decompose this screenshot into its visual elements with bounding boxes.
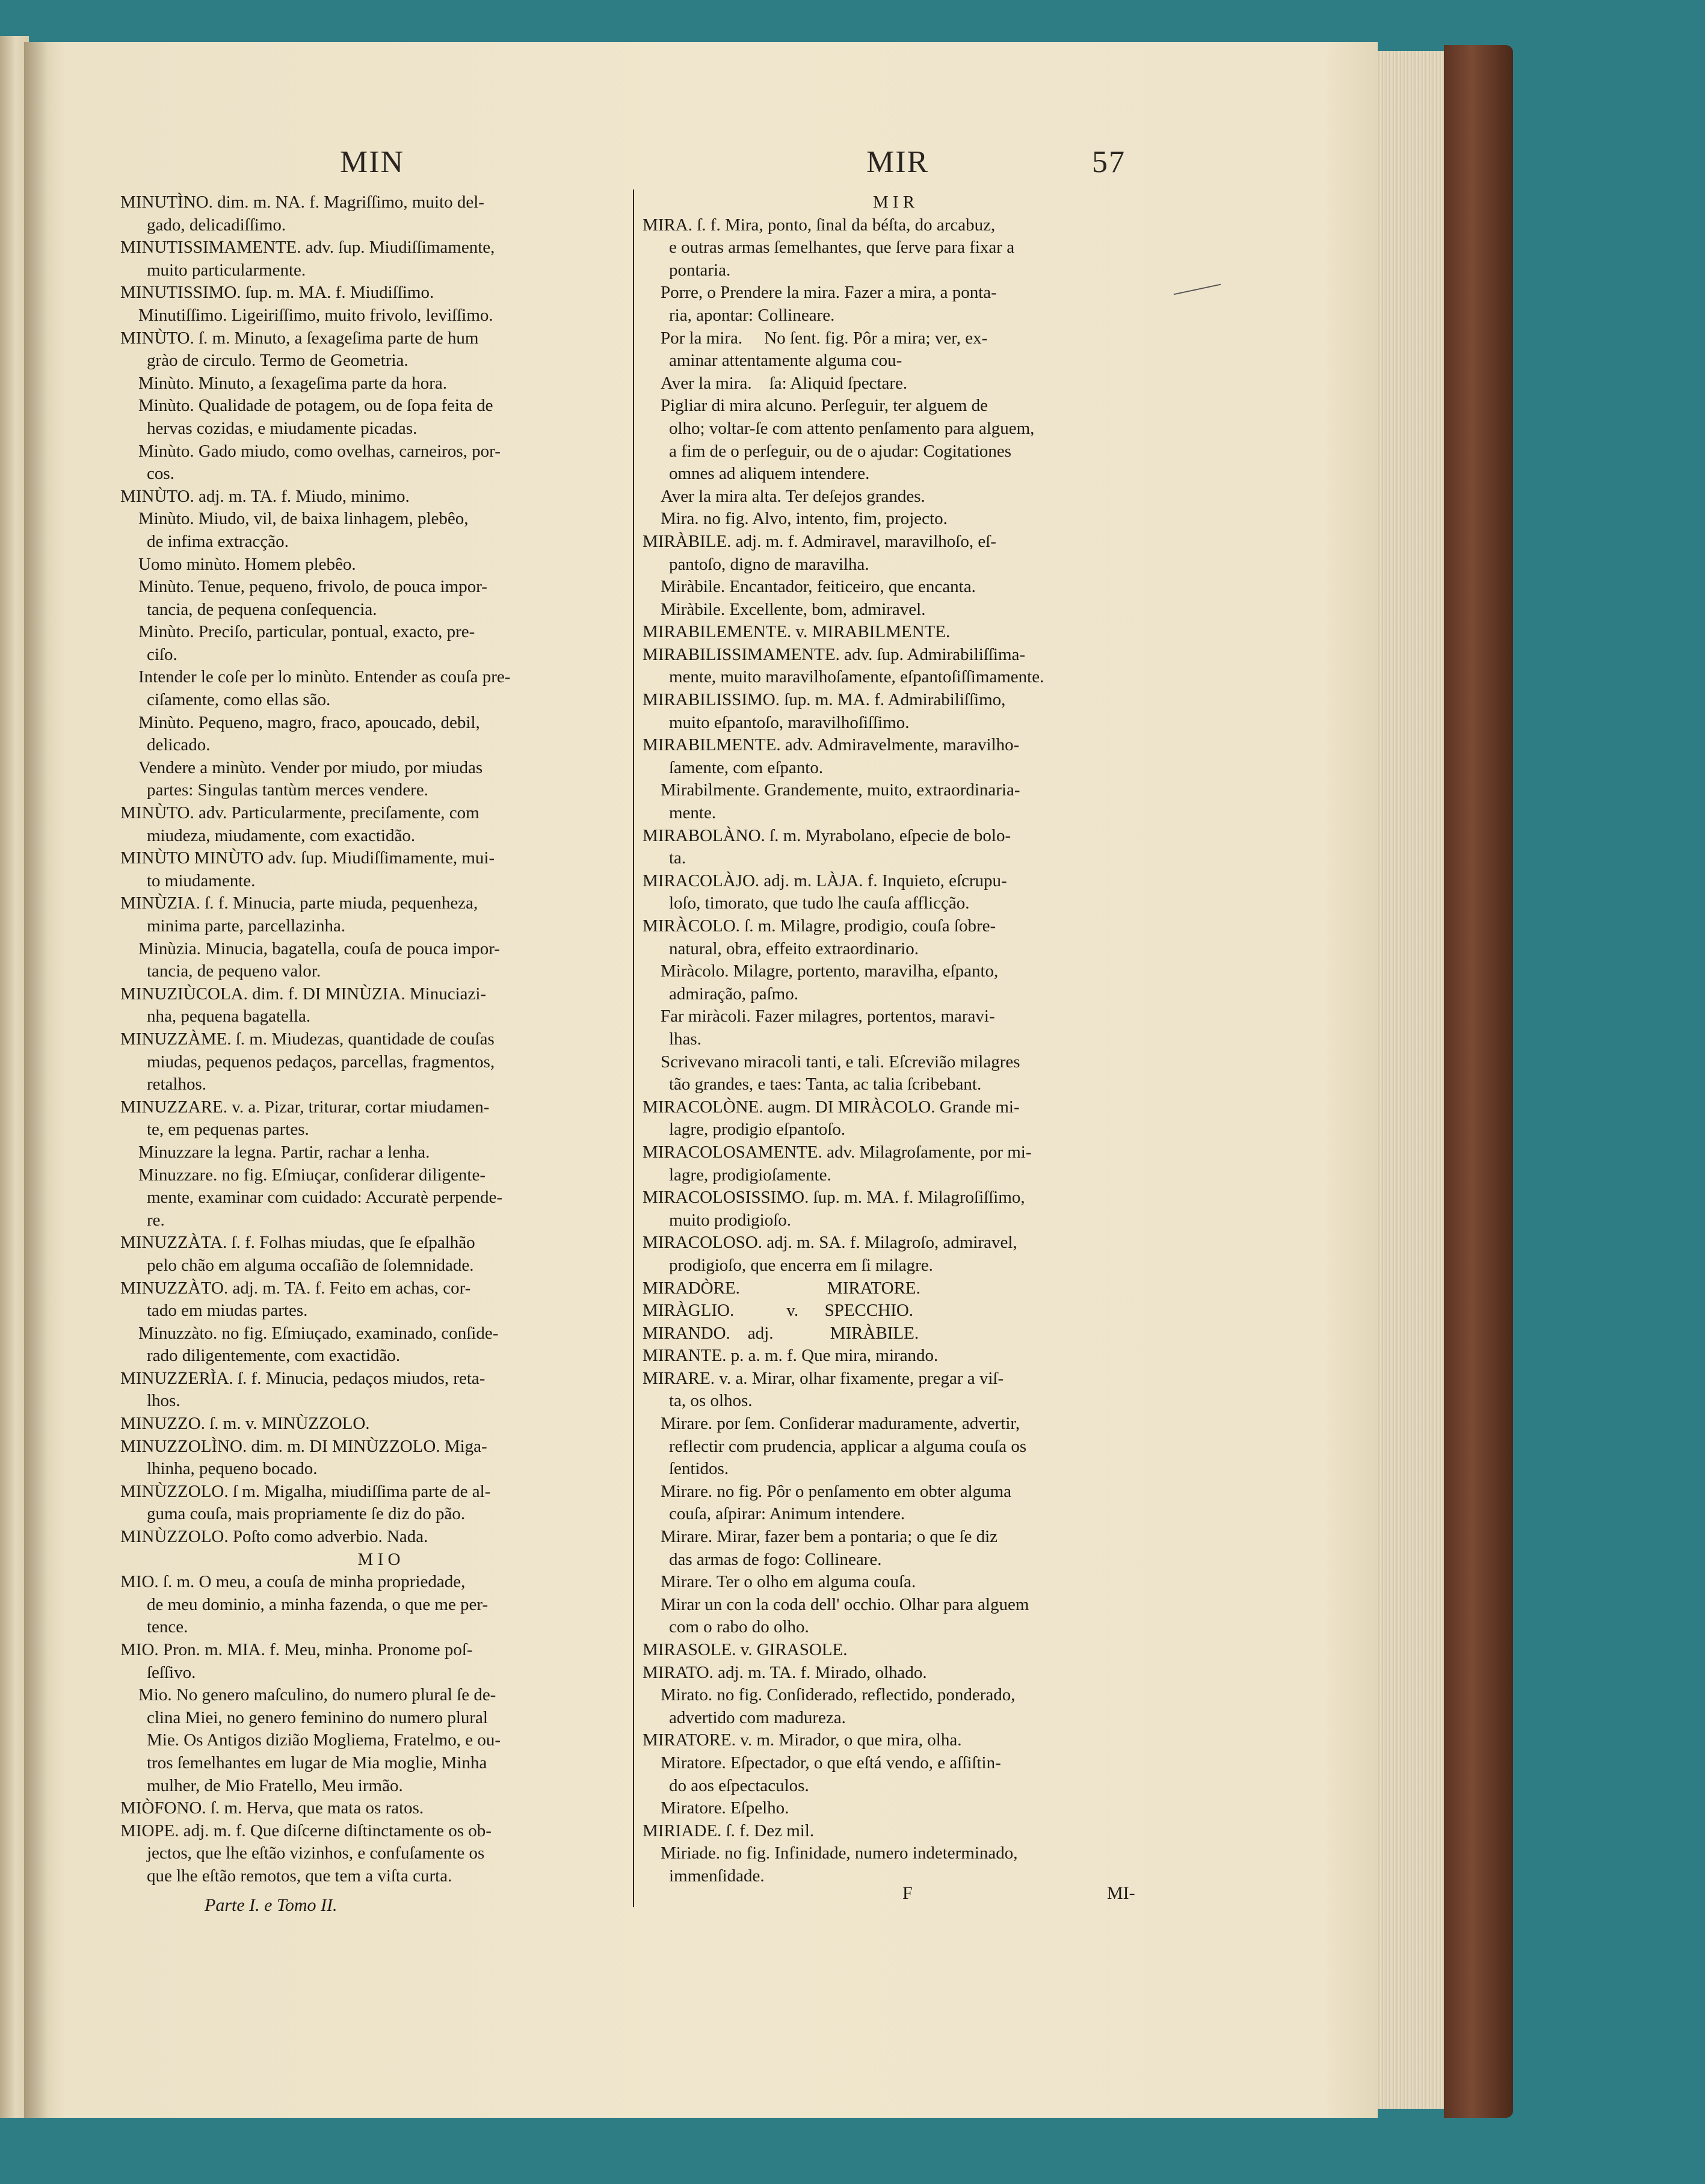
text-line: tros ſemelhantes em lugar de Mia moglie, Minha [147,1753,487,1772]
text-line: tence. [147,1617,188,1637]
text-line: MIRARE. v. a. Mirar, olhar fixamente, pregar a viſ- [643,1368,1004,1388]
text-line: MIRABOLÀNO. ſ. m. Myrabolano, eſpecie de bolo- [643,825,1011,845]
text-line: Pigliar di mira alcuno. Perſeguir, ter alguem de [661,396,988,416]
text-line: Mirare. por ſem. Conſiderar maduramente, advertir, [661,1414,1020,1434]
text-line: miudeza, miudamente, com exactidão. [147,825,416,845]
text-line: e outras armas ſemelhantes, que ſerve para fixar a [669,238,1015,258]
text-line: muito particularmente. [147,260,306,280]
text-line: MIRABILISSIMAMENTE. adv. ſup. Admirabiliſſima- [643,644,1026,664]
text-line: MIRANTE. p. a. m. f. Que mira, mirando. [643,1346,939,1366]
text-line: MINÙZIA. ſ. f. Minucia, parte miuda, pequenheza, [120,893,478,913]
text-line: tancia, de pequeno valor. [147,961,321,981]
text-line: ciſo. [147,644,177,664]
text-line: Aver la mira. ſa: Aliquid ſpectare. [661,373,908,393]
text-line: pontaria. [669,260,731,280]
text-line: mente, muito maravilhoſamente, eſpantoſiſſimamente. [669,667,1044,687]
text-line: MINÙTO MINÙTO adv. ſup. Miudiſſimamente, mui- [120,848,495,868]
text-line: cos. [147,464,174,484]
text-line: MINUTISSIMO. ſup. m. MA. f. Miudiſſimo. [120,283,434,303]
text-line: MIRÀBILE. adj. m. f. Admiravel, maravilhoſo, eſ- [643,531,996,551]
text-line: de meu dominio, a minha fazenda, o que me per- [147,1594,489,1614]
text-line: Intender le coſe per lo minùto. Entender as couſa pre- [138,667,511,687]
text-line: lhinha, pequeno bocado. [147,1459,318,1479]
text-line: MINUZZÀTO. adj. m. TA. f. Feito em achas, cor- [120,1278,471,1298]
text-line: MINÙTO. adv. Particularmente, preciſamente, com [120,803,479,823]
text-line: MIRÀCOLO. ſ. m. Milagre, prodigio, couſa ſobre- [643,916,996,936]
text-line: MIRABILMENTE. adv. Admiravelmente, maravilho- [643,735,1020,755]
text-line: Uomo minùto. Homem plebêo. [138,554,356,574]
book-cover [1444,45,1513,2118]
text-line: M I O [357,1549,401,1569]
text-line: Mirabilmente. Grandemente, muito, extraordinaria- [661,780,1020,800]
text-line: Mirare. Ter o olho em alguma couſa. [661,1572,916,1592]
text-line: ta, os olhos. [669,1391,753,1411]
text-line: Miràcolo. Milagre, portento, maravilha, eſpanto, [661,961,999,981]
text-line: miudas, pequenos pedaços, parcellas, fragmentos, [147,1052,495,1072]
text-line: tão grandes, e taes: Tanta, ac talia ſcribebant. [669,1075,982,1094]
text-line: Por la mira. No ſent. fig. Pôr a mira; ver, ex- [661,328,988,348]
text-line: MINUTÌNO. dim. m. NA. f. Magriſſimo, muito del- [120,193,484,212]
text-line: partes: Singulas tantùm merces vendere. [147,780,428,800]
text-line: pelo chão em alguma occaſião de ſolemnidade. [147,1255,474,1275]
footer-volume: Parte I. e Tomo II. [205,1895,338,1915]
text-line: MINUZZERÌA. ſ. f. Minucia, pedaços miudos, reta- [120,1368,486,1388]
text-line: MIOPE. adj. m. f. Que diſcerne diſtinctamente os ob- [120,1821,492,1840]
text-line: ciſamente, como ellas são. [147,690,331,710]
text-line: lhas. [669,1029,701,1049]
text-line: Mio. No genero maſculino, do numero plural ſe de- [138,1685,496,1705]
text-line: jectos, que lhe eſtão vizinhos, e confuſamente os [147,1843,485,1863]
text-line: ſamente, com eſpanto. [669,757,824,777]
text-line: ta. [669,848,686,868]
text-line: Scrivevano miracoli tanti, e tali. Eſcrevião milagres [661,1052,1020,1072]
text-line: ria, apontar: Collineare. [669,305,835,325]
text-line: Minùto. Tenue, pequeno, frivolo, de pouca impor- [138,577,487,597]
text-line: MIO. Pron. m. MIA. f. Meu, minha. Pronome poſ- [120,1640,473,1659]
text-line: do aos eſpectaculos. [669,1775,809,1795]
text-line: grào de circulo. Termo de Geometria. [147,351,409,371]
text-line: rado diligentemente, com exactidão. [147,1346,401,1366]
text-line: gado, delicadiſſimo. [147,215,286,235]
text-line: MINUZZARE. v. a. Pizar, triturar, cortar miudamen- [120,1097,490,1117]
text-line: MIRATO. adj. m. TA. f. Mirado, olhado. [643,1662,927,1682]
text-line: Mirato. no fig. Conſiderado, reflectido, ponderado, [661,1685,1016,1705]
text-line: MINÙTO. adj. m. TA. f. Miudo, minimo. [120,486,410,506]
text-line: MIRACOLOSO. adj. m. SA. f. Milagroſo, admiravel, [643,1233,1017,1253]
text-line: MINÙZZOLO. Poſto como adverbio. Nada. [120,1527,428,1547]
text-line: Miriade. no fig. Infinidade, numero indeterminado, [661,1843,1018,1863]
text-line: Miràbile. Encantador, feiticeiro, que encanta. [661,577,976,597]
text-line: MINUZZOLÌNO. dim. m. DI MINÙZZOLO. Miga- [120,1436,487,1456]
text-line: tancia, de pequena conſequencia. [147,599,377,619]
text-line: muito eſpantoſo, maravilhoſiſſimo. [669,712,910,732]
text-line: das armas de fogo: Collineare. [669,1549,882,1569]
text-line: te, em pequenas partes. [147,1120,309,1140]
text-line: MINÙTO. ſ. m. Minuto, a ſexageſima parte de hum [120,328,479,348]
gutter-shadow [24,42,48,2118]
text-line: MIRATORE. v. m. Mirador, o que mira, olha. [643,1730,962,1750]
text-line: nha, pequena bagatella. [147,1007,311,1026]
footer-signature: F [902,1883,913,1903]
text-line: Minutiſſimo. Ligeiriſſimo, muito frivolo, leviſſimo. [138,305,493,325]
text-line: Mie. Os Antigos dizião Mogliema, Fratelmo, e ou- [147,1730,501,1750]
column-rule [633,190,634,1907]
text-line: re. [147,1210,165,1230]
text-line: MINUZIÙCOLA. dim. f. DI MINÙZIA. Minuciazi- [120,984,487,1004]
text-line: Minùto. Qualidade de potagem, ou de ſopa feita de [138,396,493,416]
text-line: Minùto. Gado miudo, como ovelhas, carneiros, por- [138,441,501,461]
text-line: Far miràcoli. Fazer milagres, portentos, maravi- [661,1007,995,1026]
header-left: MIN [340,145,405,179]
text-line: mente. [669,803,717,823]
text-line: muito prodigioſo. [669,1210,791,1230]
text-line: minima parte, parcellazinha. [147,916,346,936]
text-line: MIRIADE. ſ. f. Dez mil. [643,1821,815,1840]
page-number: 57 [1092,145,1126,179]
text-line: que lhe eſtão remotos, que tem a viſta curta. [147,1866,452,1886]
text-line: M I R [872,193,915,212]
text-line: Miràbile. Excellente, bom, admiravel. [661,599,926,619]
text-line: de infima extracção. [147,531,289,551]
text-line: omnes ad aliquem intendere. [669,464,870,484]
text-line: hervas cozidas, e miudamente picadas. [147,418,418,438]
text-line: prodigioſo, que encerra em ſi milagre. [669,1255,933,1275]
text-line: couſa, aſpirar: Animum intendere. [669,1504,905,1524]
text-line: Aver la mira alta. Ter deſejos grandes. [661,486,925,506]
text-line: Miratore. Eſpelho. [661,1798,789,1818]
text-line: MIRASOLE. v. GIRASOLE. [643,1640,848,1659]
text-line: Minùto. Pequeno, magro, fraco, apoucado, debil, [138,712,480,732]
text-line: clina Miei, no genero feminino do numero plural [147,1707,488,1727]
text-line: MIRÀGLIO. v. SPECCHIO. [643,1301,914,1321]
text-line: natural, obra, effeito extraordinario. [669,939,919,958]
text-line: aminar attentamente alguma cou- [669,351,902,371]
text-line: Minuzzare. no fig. Eſmiuçar, conſiderar diligente- [138,1165,486,1185]
text-line: MIRANDO. adj. MIRÀBILE. [643,1323,919,1343]
right-column [643,191,1145,1888]
text-line: com o rabo do olho. [669,1617,809,1637]
text-line: Porre, o Prendere la mira. Fazer a mira, a ponta- [661,283,997,303]
text-line: mente, examinar com cuidado: Accuratè perpende- [147,1188,503,1208]
text-line: tado em miudas partes. [147,1301,308,1321]
text-line: MIRACOLÒNE. augm. DI MIRÀCOLO. Grande mi- [643,1097,1020,1117]
text-line: MINÙZZOLO. ſ m. Migalha, miudiſſima parte de al- [120,1481,491,1501]
text-line: Minùto. Minuto, a ſexageſima parte da hora. [138,373,447,393]
text-line: Minuzzare la legna. Partir, rachar a lenha. [138,1142,430,1162]
text-line: MIO. ſ. m. O meu, a couſa de minha propriedade, [120,1572,466,1592]
text-line: MIRADÒRE. MIRATORE. [643,1278,920,1298]
footer-catchword: MI- [1107,1883,1135,1903]
text-line: Minuzzàto. no fig. Eſmiuçado, examinado, conſide- [138,1323,499,1343]
text-line: Minùto. Preciſo, particular, pontual, exacto, pre- [138,622,475,642]
text-line: reflectir com prudencia, applicar a alguma couſa os [669,1436,1027,1456]
text-line: olho; voltar-ſe com attento penſamento para alguem, [669,418,1035,438]
text-line: MINUTISSIMAMENTE. adv. ſup. Miudiſſimamente, [120,238,495,258]
text-line: MIRA. ſ. f. Mira, ponto, ſinal da béſta, do arcabuz, [643,215,996,235]
text-line: MIRABILEMENTE. v. MIRABILMENTE. [643,622,951,642]
text-line: MIRACOLÀJO. adj. m. LÀJA. f. Inquieto, eſcrupu- [643,871,1007,890]
header-center: MIR [866,145,930,179]
text-line: Vendere a minùto. Vender por miudo, por miudas [138,757,483,777]
text-line: ſeſſivo. [147,1662,196,1682]
text-line: MINUZZÀME. ſ. m. Miudezas, quantidade de couſas [120,1029,495,1049]
text-line: loſo, timorato, que tudo lhe cauſa afflicção. [669,893,970,913]
text-line: ſentidos. [669,1459,729,1479]
text-line: lagre, prodigio eſpantoſo. [669,1120,846,1140]
text-line: lhos. [147,1391,180,1411]
text-line: MIRACOLOSAMENTE. adv. Milagroſamente, por mi- [643,1142,1032,1162]
text-line: pantoſo, digno de maravilha. [669,554,869,574]
text-line: Minùzia. Minucia, bagatella, couſa de pouca impor- [138,939,500,958]
text-line: Minùto. Miudo, vil, de baixa linhagem, plebêo, [138,509,469,529]
text-line: to miudamente. [147,871,256,890]
text-line: admiração, paſmo. [669,984,798,1004]
text-line: Mirare. Mirar, fazer bem a pontaria; o que ſe diz [661,1527,998,1547]
text-line: Mirare. no fig. Pôr o penſamento em obter alguma [661,1481,1012,1501]
text-line: lagre, prodigioſamente. [669,1165,831,1185]
text-line: Miratore. Eſpectador, o que eſtá vendo, e aſſiſtin- [661,1753,1001,1772]
text-line: MIRACOLOSISSIMO. ſup. m. MA. f. Milagroſiſſimo, [643,1188,1025,1208]
text-line: delicado. [147,735,211,755]
text-line: advertido com madureza. [669,1707,846,1727]
text-line: Mira. no fig. Alvo, intento, fim, projecto. [661,509,948,529]
text-line: MIÒFONO. ſ. m. Herva, que mata os ratos. [120,1798,424,1818]
text-line: MINUZZO. ſ. m. v. MINÙZZOLO. [120,1414,370,1434]
text-line: a fim de o perſeguir, ou de o ajudar: Cogitationes [669,441,1012,461]
text-line: MIRABILISSIMO. ſup. m. MA. f. Admirabiliſſimo, [643,690,1006,710]
text-line: MINUZZÀTA. ſ. f. Folhas miudas, que ſe eſpalhão [120,1233,475,1253]
text-line: Mirar un con la coda dell' occhio. Olhar para alguem [661,1594,1029,1614]
text-line: retalhos. [147,1075,207,1094]
text-line: immenſidade. [669,1866,765,1886]
text-line: guma couſa, mais propriamente ſe diz do pão. [147,1504,466,1524]
left-column [120,191,638,1888]
text-line: mulher, de Mio Fratello, Meu irmão. [147,1775,403,1795]
